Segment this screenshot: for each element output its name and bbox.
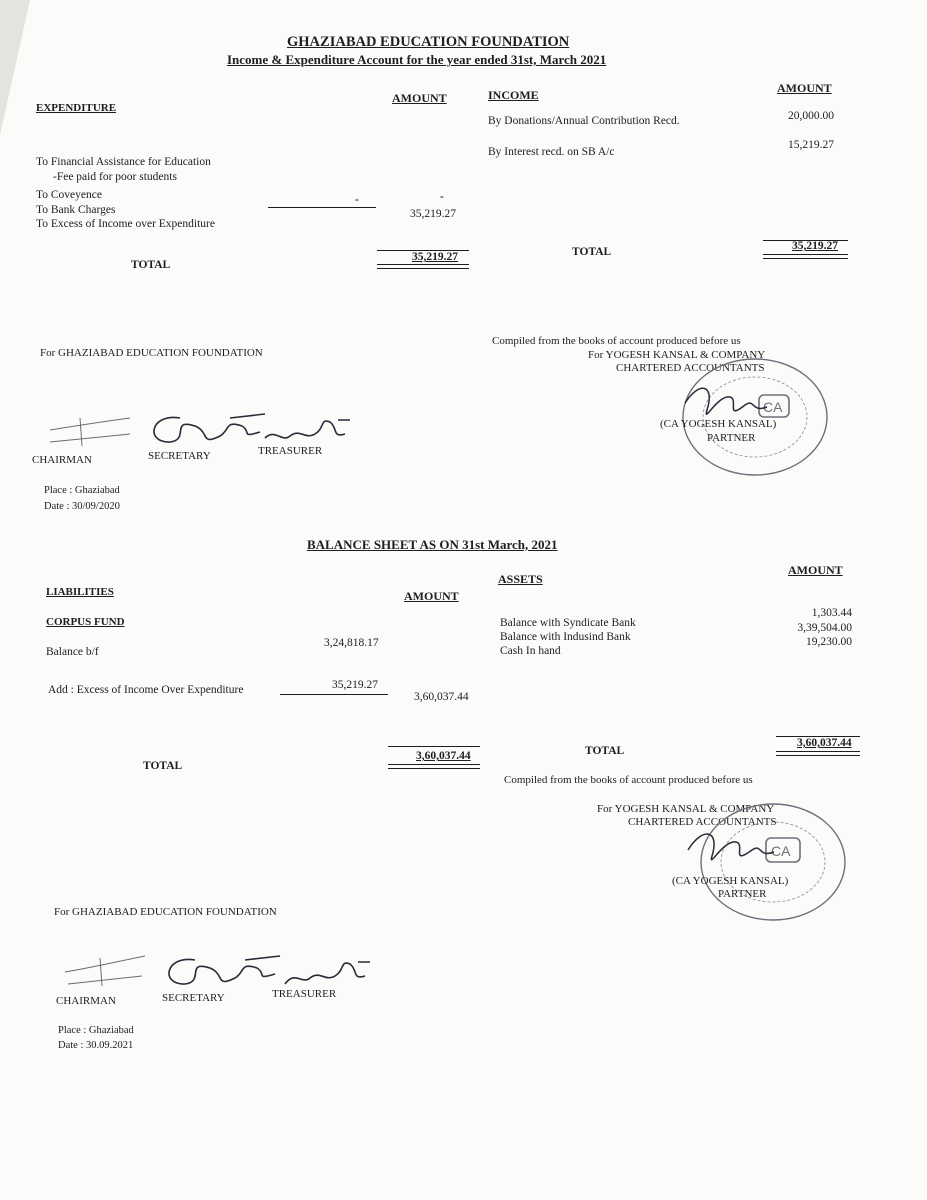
ie-chairman: CHAIRMAN [32, 454, 92, 466]
exp-item: To Excess of Income over Expenditure [36, 218, 215, 230]
bs-treasurer: TREASURER [272, 988, 337, 1000]
underline-rule [280, 694, 388, 695]
folded-corner-shadow [0, 0, 30, 135]
bs-firm-sub: CHARTERED ACCOUNTANTS [628, 816, 777, 828]
add-excess: Add : Excess of Income Over Expenditure [48, 684, 244, 696]
total-double-rule [377, 264, 469, 269]
ie-total-left: 35,219.27 [412, 251, 458, 263]
bs-assets-amount-head: AMOUNT [788, 563, 843, 577]
ie-for-org: For GHAZIABAD EDUCATION FOUNDATION [40, 347, 263, 359]
liabilities-head: LIABILITIES [46, 586, 114, 598]
ie-secretary: SECRETARY [148, 450, 211, 462]
corpus-total: 3,60,037.44 [414, 691, 469, 703]
conveyance-dash: - [355, 194, 359, 206]
exp-item: To Bank Charges [36, 204, 116, 216]
income-item-amount: 15,219.27 [788, 139, 834, 151]
ie-firm-sub: CHARTERED ACCOUNTANTS [616, 362, 765, 374]
bs-place: Place : Ghaziabad [58, 1025, 134, 1036]
bs-total-label: TOTAL [143, 760, 183, 772]
expenditure-head: EXPENDITURE [36, 102, 117, 114]
svg-text:CA: CA [763, 399, 783, 415]
ie-amount-head: AMOUNT [392, 91, 447, 105]
ie-place: Place : Ghaziabad [44, 485, 120, 496]
bs-total-right-label: TOTAL [585, 745, 625, 757]
add-excess-amount: 35,219.27 [332, 679, 378, 691]
total-top-rule [388, 746, 480, 747]
bs-compiled: Compiled from the books of account produced before us [504, 774, 753, 786]
svg-text:CA: CA [771, 843, 791, 859]
income-head: INCOME [488, 88, 539, 102]
exp-item: To Financial Assistance for Education [36, 156, 211, 168]
bs-secretary: SECRETARY [162, 992, 225, 1004]
asset-amount: 1,303.44 [811, 607, 852, 619]
bs-partner: PARTNER [718, 888, 767, 900]
total-double-rule [388, 764, 480, 769]
ie-compiled: Compiled from the books of account produced before us [492, 335, 741, 347]
org-title: GHAZIABAD EDUCATION FOUNDATION [287, 34, 570, 50]
ie-total-right: 35,219.27 [792, 240, 838, 252]
income-item-label: By Interest recd. on SB A/c [488, 146, 615, 158]
balance-bf-amount: 3,24,818.17 [324, 637, 379, 649]
exp-item: -Fee paid for poor students [53, 171, 177, 183]
bs-partner-name: (CA YOGESH KANSAL) [672, 875, 789, 887]
total-double-rule [763, 254, 848, 259]
asset-amount: 19,230.00 [806, 636, 852, 648]
asset-label: Balance with Indusind Bank [500, 631, 631, 643]
bs-date: Date : 30.09.2021 [58, 1040, 134, 1051]
ie-income-amount-head: AMOUNT [777, 81, 832, 95]
ie-total-label: TOTAL [131, 259, 171, 271]
ie-total-right-label: TOTAL [572, 246, 612, 258]
corpus-fund-head: CORPUS FUND [46, 616, 125, 628]
assets-head: ASSETS [498, 572, 543, 586]
ca-seal-stamp-icon [668, 800, 848, 925]
total-double-rule [776, 751, 860, 756]
ie-partner: PARTNER [707, 432, 756, 444]
balance-bf: Balance b/f [46, 646, 99, 658]
bs-title: BALANCE SHEET AS ON 31st March, 2021 [307, 537, 558, 552]
income-item-label: By Donations/Annual Contribution Recd. [488, 115, 680, 127]
bs-chairman: CHAIRMAN [56, 995, 116, 1007]
bs-total-right: 3,60,037.44 [797, 737, 852, 749]
ie-date: Date : 30/09/2020 [44, 501, 120, 512]
bs-firm: For YOGESH KANSAL & COMPANY [597, 803, 775, 815]
exp-item: To Coveyence [36, 189, 102, 201]
bs-total-left: 3,60,037.44 [416, 750, 471, 762]
asset-label: Balance with Syndicate Bank [500, 617, 636, 629]
bank-charges-dash: - [440, 191, 444, 203]
asset-label: Cash In hand [500, 645, 561, 657]
underline-rule [268, 207, 376, 208]
ie-firm: For YOGESH KANSAL & COMPANY [588, 349, 766, 361]
ie-partner-name: (CA YOGESH KANSAL) [660, 418, 777, 430]
excess-amount: 35,219.27 [410, 208, 456, 220]
bs-amount-head: AMOUNT [404, 589, 459, 603]
bs-for-org: For GHAZIABAD EDUCATION FOUNDATION [54, 906, 277, 918]
income-item-amount: 20,000.00 [788, 110, 834, 122]
ie-title: Income & Expenditure Account for the year ended 31st, March 2021 [227, 52, 607, 67]
asset-amount: 3,39,504.00 [797, 622, 852, 634]
ie-treasurer: TREASURER [258, 445, 323, 457]
